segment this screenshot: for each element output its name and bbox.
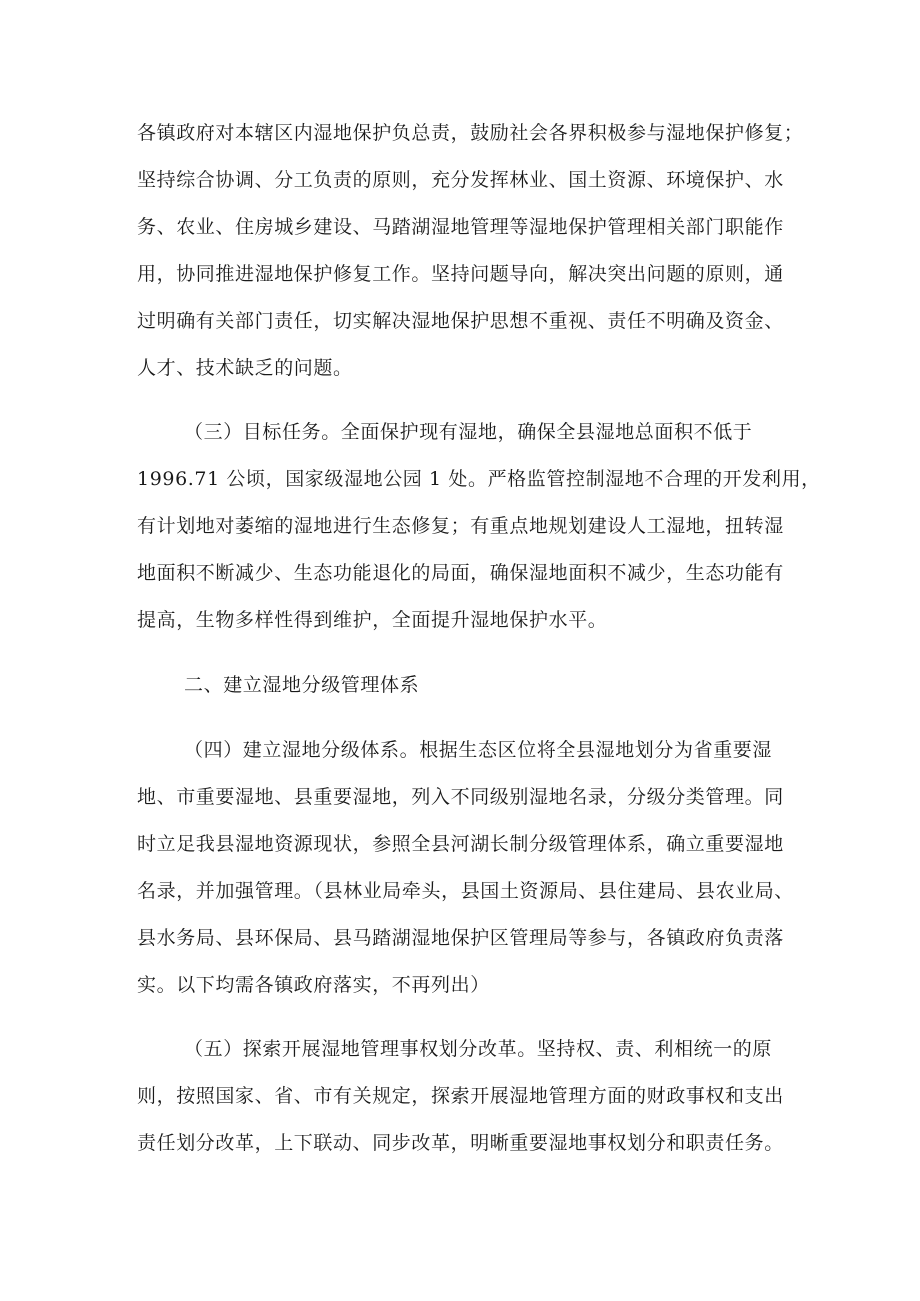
text-line: （五）探索开展湿地管理事权划分改革。坚持权、责、利相统一的原 — [184, 1038, 773, 1060]
text-line: 县水务局、县环保局、县马踏湖湿地保护区管理局等参与，各镇政府负责落 — [137, 927, 784, 949]
heading-text: 二、建立湿地分级管理体系 — [184, 674, 420, 696]
text-line: 务、农业、住房城乡建设、马踏湖湿地管理等湿地保护管理相关部门职能作 — [137, 216, 784, 238]
text-line: （四）建立湿地分级体系。根据生态区位将全县湿地划分为省重要湿 — [184, 739, 773, 761]
text-line: 用，协同推进湿地保护修复工作。坚持问题导向，解决突出问题的原则，通 — [137, 263, 784, 285]
text-line: 过明确有关部门责任，切实解决湿地保护思想不重视、责任不明确及资金、 — [137, 310, 784, 332]
text-line: 坚持综合协调、分工负责的原则，充分发挥林业、国土资源、环境保护、水 — [137, 169, 784, 191]
text-line: 时立足我县湿地资源现状，参照全县河湖长制分级管理体系，确立重要湿地 — [137, 833, 784, 855]
text-line: 地面积不断减少、生态功能退化的局面，确保湿地面积不减少，生态功能有 — [137, 562, 784, 584]
text-line: 1996.71 公顷，国家级湿地公园 1 处。严格监管控制湿地不合理的开发利用， — [137, 468, 821, 490]
text-line: 地、市重要湿地、县重要湿地，列入不同级别湿地名录，分级分类管理。同 — [137, 786, 784, 808]
text-line: 提高，生物多样性得到维护，全面提升湿地保护水平。 — [137, 609, 608, 631]
text-line: 实。以下均需各镇政府落实，不再列出） — [137, 974, 490, 996]
text-line: 名录，并加强管理。（县林业局牵头，县国土资源局、县住建局、县农业局、 — [137, 880, 794, 902]
text-line: 则，按照国家、省、市有关规定，探索开展湿地管理方面的财政事权和支出 — [137, 1085, 784, 1107]
text-line: 人才、技术缺乏的问题。 — [137, 357, 353, 379]
text-line: （三）目标任务。全面保护现有湿地，确保全县湿地总面积不低于 — [184, 421, 753, 443]
text-line: 责任划分改革，上下联动、同步改革，明晰重要湿地事权划分和职责任务。 — [137, 1132, 784, 1154]
text-line: 各镇政府对本辖区内湿地保护负总责，鼓励社会各界积极参与湿地保护修复； — [137, 122, 804, 144]
text-line: 有计划地对萎缩的湿地进行生态修复；有重点地规划建设人工湿地，扭转湿 — [137, 515, 784, 537]
